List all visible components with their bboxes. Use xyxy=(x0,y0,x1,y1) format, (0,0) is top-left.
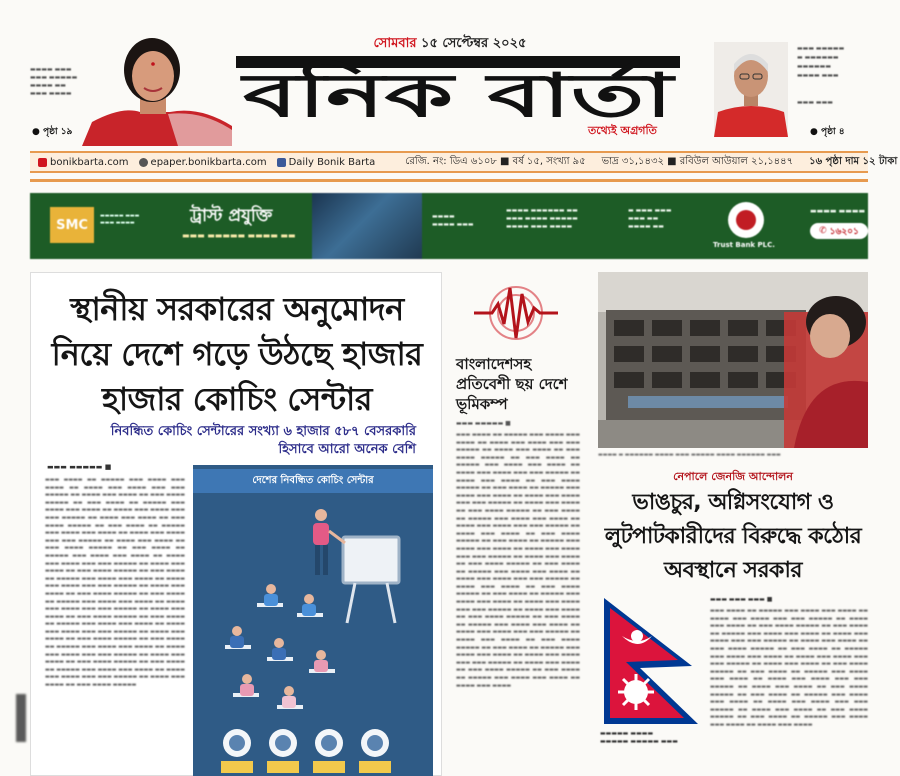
globe-icon xyxy=(139,158,148,167)
ad-brand-title: ট্রাস্ট প্রযুক্তি xyxy=(190,206,273,226)
nepal-headline[interactable]: ভাঙচুর, অগ্নিসংযোগ ও লুটপাটকারীদের বিরুদ্ধে কঠোর অবস্থানে সরকার xyxy=(604,490,862,583)
ad-fine-print: ▬▬▬▬▬ ▬▬▬ ▬▬▬ ▬▬▬▬ xyxy=(100,213,140,226)
left-promo-teaser[interactable]: ▬▬▬▬ ▬▬▬ ▬▬▬ ▬▬▬▬▬ ▬▬▬▬ ▬▬ ▬▬▬ ▬▬▬▬ xyxy=(30,66,78,97)
epaper-link[interactable]: epaper.bonikbarta.com xyxy=(139,157,267,168)
flag-caption: ▬▬▬▬▬ ▬▬▬▬ ▬▬▬▬▬ ▬▬▬▬▬ ▬▬▬ xyxy=(600,730,678,745)
bullet-icon: ● xyxy=(810,127,818,137)
tagline: তথ্যেই অগ্রগতি xyxy=(588,124,657,137)
lead-subhead: নিবন্ধিত কোচিং সেন্টারের সংখ্যা ৬ হাজার ৫৮৭ বেসরকারি হিসাবে আরো অনেক বেশি xyxy=(110,424,416,457)
ad-hotline: ✆ ১৬২০১ xyxy=(810,223,868,239)
logo-wordmark xyxy=(236,48,680,124)
nepal-damaged-building-photo[interactable] xyxy=(598,272,868,448)
facebook-link[interactable]: Daily Bonik Barta xyxy=(277,157,376,168)
masthead-day: সোমবার xyxy=(373,36,417,51)
issue-dates: ভাদ্র ৩১,১৪৩২ ■ রবিউল আউয়াল ২১,১৪৪৭ xyxy=(601,155,794,167)
classroom-illustration xyxy=(193,493,433,776)
vertical-page-label xyxy=(16,694,26,742)
ad-fine-print: ▬▬▬▬ ▬▬▬▬ ▬▬▬ xyxy=(432,213,474,228)
price-info: ১৬ পৃষ্ঠা দাম ১২ টাকা xyxy=(809,155,898,167)
nepal-body-text: ▬▬▬ ▬▬▬▬ ▬▬ ▬▬▬▬▬ ▬▬▬ ▬▬▬▬ ▬▬▬ ▬▬▬▬ ▬▬ ▬▬▬▬ ▬▬▬ ▬▬▬▬ ▬▬▬ ▬▬▬ ▬▬▬▬▬ ▬▬ ▬▬▬▬ ▬▬▬ ▬▬▬▬ ▬▬ ▬▬▬ ▬▬▬▬ ▬▬▬▬▬ ▬▬ ▬▬▬ ▬▬▬▬ ▬▬ ▬▬▬▬▬ ▬▬▬ ▬▬▬▬ ▬▬▬ ▬▬▬▬ ▬▬ ▬▬▬▬ ▬▬▬ ▬▬▬▬ ▬▬▬ ▬▬▬ ▬▬▬▬▬ ▬▬ ▬▬▬▬ ▬▬▬ ▬▬▬▬ ▬▬ ▬▬▬ ▬▬▬▬ ▬▬▬▬▬ ▬▬ ▬▬▬ ▬▬▬▬ ▬▬ ▬▬▬▬▬ ▬▬▬ ▬▬▬▬ ▬▬▬ ▬▬▬▬ ▬▬ ▬▬▬▬ ▬▬▬ ▬▬▬▬ ▬▬▬ ▬▬▬ ▬▬▬▬▬ ▬▬ ▬▬▬▬ ▬▬▬ ▬▬▬▬ ▬▬ ▬▬▬ ▬▬▬▬ ▬▬▬▬▬ ▬▬ ▬▬▬ ▬▬▬▬ ▬▬ ▬▬▬▬▬ ▬▬▬ ▬▬▬▬ ▬▬▬ ▬▬▬▬ ▬▬ ▬▬▬▬ ▬▬▬ ▬▬▬▬ ▬▬▬ ▬▬▬ ▬▬▬▬▬ ▬▬ ▬▬▬▬ ▬▬▬ ▬▬▬▬ ▬▬ ▬▬▬ ▬▬▬▬ ▬▬▬▬▬ ▬▬ ▬▬▬ ▬▬▬▬ ▬▬ ▬▬▬▬▬ ▬▬▬ ▬▬▬▬ ▬▬▬ ▬▬▬▬ ▬▬ ▬▬▬▬ ▬▬▬ ▬▬▬▬ ▬▬▬ ▬▬▬ ▬▬▬▬▬ ▬▬ ▬▬▬▬ ▬▬▬ ▬▬▬▬ ▬▬ ▬▬▬ ▬▬▬▬ ▬▬▬▬▬ ▬▬ ▬▬▬ ▬▬▬▬ ▬▬ ▬▬▬▬▬ ▬▬▬ ▬▬▬▬ ▬▬▬ ▬▬▬▬ ▬▬ ▬▬▬▬ ▬▬▬ ▬▬▬▬ xyxy=(710,608,868,728)
web-icon xyxy=(38,158,47,167)
bullet-icon: ● xyxy=(32,127,40,137)
right-promo-teaser[interactable]: ▬▬▬ ▬▬▬▬▬ ▬ ▬▬▬▬▬▬ ▬▬▬▬▬▬ ▬▬▬▬ ▬▬▬ ▬▬▬ ▬▬▬ xyxy=(797,45,845,106)
photo-caption: ▬▬▬▬ ▬ ▬▬▬▬▬▬ ▬▬▬▬ ▬▬▬ ▬▬▬▬▬ ▬▬▬▬ ▬▬▬▬▬▬ ▬▬▬ xyxy=(598,452,781,458)
woman-portrait-image xyxy=(82,30,232,146)
smc-logo: SMC xyxy=(50,207,94,243)
bank-name: Trust Bank PLC. xyxy=(713,241,775,249)
earthquake-headline[interactable]: বাংলাদেশসহ প্রতিবেশী ছয় দেশে ভূমিকম্প xyxy=(456,355,568,413)
trust-bank-logo-icon xyxy=(728,202,764,238)
svg-text:বনিক বার্তা: বনিক বার্তা xyxy=(243,61,506,124)
left-promo-page-ref[interactable]: ● পৃষ্ঠা ১৯ xyxy=(32,127,73,137)
right-promo-page-ref[interactable]: ● পৃষ্ঠা ৪ xyxy=(810,127,845,137)
right-promo-portrait[interactable] xyxy=(714,42,788,137)
nepal-flag-image xyxy=(600,596,704,726)
left-promo-portrait[interactable] xyxy=(82,30,232,146)
lead-headline[interactable]: স্থানীয় সরকারের অনুমোদন নিয়ে দেশে গড়ে উঠছে হাজার হাজার কোচিং সেন্টার xyxy=(51,290,423,418)
earthquake-body-text: ▬▬▬ ▬▬▬▬ ▬▬ ▬▬▬▬▬ ▬▬▬ ▬▬▬▬ ▬▬▬ ▬▬▬▬ ▬▬ ▬▬▬▬ ▬▬▬ ▬▬▬▬ ▬▬▬ ▬▬▬ ▬▬▬▬▬ ▬▬ ▬▬▬▬ ▬▬▬ ▬▬▬▬ ▬▬ ▬▬▬ ▬▬▬▬ ▬▬▬▬▬ ▬▬ ▬▬▬ ▬▬▬▬ ▬▬ ▬▬▬▬▬ ▬▬▬ ▬▬▬▬ ▬▬▬ ▬▬▬▬ ▬▬ ▬▬▬▬ ▬▬▬ ▬▬▬▬ ▬▬▬ ▬▬▬ ▬▬▬▬▬ ▬▬ ▬▬▬▬ ▬▬▬ ▬▬▬▬ ▬▬ ▬▬▬ ▬▬▬▬ ▬▬▬▬▬ ▬▬ ▬▬▬ ▬▬▬▬ ▬▬ ▬▬▬▬▬ ▬▬▬ ▬▬▬▬ ▬▬▬ ▬▬▬▬ ▬▬ ▬▬▬▬ ▬▬▬ ▬▬▬▬ ▬▬▬ ▬▬▬ ▬▬▬▬▬ ▬▬ ▬▬▬▬ ▬▬▬ ▬▬▬▬ ▬▬ ▬▬▬ ▬▬▬▬ ▬▬▬▬▬ ▬▬ ▬▬▬ ▬▬▬▬ ▬▬ ▬▬▬▬▬ ▬▬▬ ▬▬▬▬ ▬▬▬ ▬▬▬▬ ▬▬ ▬▬▬▬ ▬▬▬ ▬▬▬▬ ▬▬▬ ▬▬▬ ▬▬▬▬▬ ▬▬ ▬▬▬▬ ▬▬▬ ▬▬▬▬ ▬▬ ▬▬▬ ▬▬▬▬ ▬▬▬▬▬ ▬▬ ▬▬▬ ▬▬▬▬ ▬▬ ▬▬▬▬▬ ▬▬▬ ▬▬▬▬ ▬▬▬ ▬▬▬▬ ▬▬ ▬▬▬▬ ▬▬▬ ▬▬▬▬ ▬▬▬ ▬▬▬ ▬▬▬▬▬ ▬▬ ▬▬▬▬ ▬▬▬ ▬▬▬▬ ▬▬ ▬▬▬ ▬▬▬▬ ▬▬▬▬▬ ▬▬ ▬▬▬ ▬▬▬▬ ▬▬ ▬▬▬▬▬ ▬▬▬ ▬▬▬▬ ▬▬▬ ▬▬▬▬ ▬▬ ▬▬▬▬ ▬▬▬ ▬▬▬▬ ▬▬▬ ▬▬▬ ▬▬▬▬▬ ▬▬ ▬▬▬▬ ▬▬▬ ▬▬▬▬ ▬▬ ▬▬▬ ▬▬▬▬ ▬▬▬▬▬ ▬▬ ▬▬▬ ▬▬▬▬ ▬▬ ▬▬▬▬▬ ▬▬▬ ▬▬▬▬ ▬▬▬ ▬▬▬▬ ▬▬ ▬▬▬▬ ▬▬▬ ▬▬▬▬ ▬▬▬ ▬▬▬ ▬▬▬▬▬ ▬▬ ▬▬▬▬ ▬▬▬ ▬▬▬▬ ▬▬ ▬▬▬ ▬▬▬▬ ▬▬▬▬▬ ▬▬ ▬▬▬ ▬▬▬▬ ▬▬ ▬▬▬▬▬ ▬▬▬ ▬▬▬▬ ▬▬▬ ▬▬▬▬ ▬▬ ▬▬▬▬ ▬▬▬ ▬▬▬▬ ▬▬▬ ▬▬▬ ▬▬▬▬▬ ▬▬ ▬▬▬▬ ▬▬▬ ▬▬▬▬ ▬▬ ▬▬▬ ▬▬▬▬ ▬▬▬▬▬ ▬▬ ▬▬▬ ▬▬▬▬ ▬▬ ▬▬▬▬▬ ▬▬▬ ▬▬▬▬ ▬▬▬ ▬▬▬▬ ▬▬ ▬▬▬▬ ▬▬▬ ▬▬▬▬ ▬▬▬ ▬▬▬ ▬▬▬▬▬ ▬▬ ▬▬▬▬ ▬▬▬ ▬▬▬▬ ▬▬ ▬▬▬ ▬▬▬▬ ▬▬▬▬▬ ▬▬ ▬▬▬ ▬▬▬▬ ▬▬ ▬▬▬▬▬ ▬▬▬ ▬▬▬▬ ▬▬▬ ▬▬▬▬ ▬▬ ▬▬▬▬ ▬▬▬ ▬▬▬▬ xyxy=(456,432,580,689)
earthquake-story xyxy=(452,272,584,776)
website-link[interactable]: bonikbarta.com xyxy=(38,157,129,168)
lead-story xyxy=(30,272,442,776)
facebook-icon xyxy=(277,158,286,167)
masthead xyxy=(0,0,900,150)
ad-fine-print: ▬▬▬▬ ▬▬▬▬▬▬ ▬▬ ▬▬▬ ▬▬▬▬ ▬▬▬▬▬ ▬▬▬▬ ▬▬▬ ▬▬▬▬ xyxy=(506,207,578,230)
ad-brand-subtitle: ▬▬▬ ▬▬▬▬▬ ▬▬▬▬ ▬▬ xyxy=(182,231,296,240)
nepal-kicker: নেপালে জেনজি আন্দোলন xyxy=(673,470,793,483)
man-portrait-image xyxy=(714,42,788,137)
newspaper-logo[interactable] xyxy=(236,48,680,124)
phone-icon: ✆ xyxy=(819,226,827,236)
nepal-byline: ▬▬▬ ▬▬▬ ▬▬▬ ■ xyxy=(710,596,773,603)
seismograph-icon xyxy=(474,280,558,346)
ad-fine-print: ▬ ▬▬▬ ▬▬▬ ▬▬▬ ▬▬ ▬▬▬▬ ▬▬ xyxy=(628,207,672,230)
lead-body-text: ▬▬▬ ▬▬▬▬ ▬▬ ▬▬▬▬▬ ▬▬▬ ▬▬▬▬ ▬▬▬ ▬▬▬▬ ▬▬ ▬▬▬▬ ▬▬▬ ▬▬▬▬ ▬▬▬ ▬▬▬ ▬▬▬▬▬ ▬▬ ▬▬▬▬ ▬▬▬ ▬▬▬▬ ▬▬ ▬▬▬ ▬▬▬▬ ▬▬▬▬▬ ▬▬ ▬▬▬ ▬▬▬▬ ▬▬ ▬▬▬▬▬ ▬▬▬ ▬▬▬▬ ▬▬▬ ▬▬▬▬ ▬▬ ▬▬▬▬ ▬▬▬ ▬▬▬▬ ▬▬▬ ▬▬▬ ▬▬▬▬▬ ▬▬ ▬▬▬▬ ▬▬▬ ▬▬▬▬ ▬▬ ▬▬▬ ▬▬▬▬ ▬▬▬▬▬ ▬▬ ▬▬▬ ▬▬▬▬ ▬▬ ▬▬▬▬▬ ▬▬▬ ▬▬▬▬ ▬▬▬ ▬▬▬▬ ▬▬ ▬▬▬▬ ▬▬▬ ▬▬▬▬ ▬▬▬ ▬▬▬ ▬▬▬▬▬ ▬▬ ▬▬▬▬ ▬▬▬ ▬▬▬▬ ▬▬ ▬▬▬ ▬▬▬▬ ▬▬▬▬▬ ▬▬ ▬▬▬ ▬▬▬▬ ▬▬ ▬▬▬▬▬ ▬▬▬ ▬▬▬▬ ▬▬▬ ▬▬▬▬ ▬▬ ▬▬▬▬ ▬▬▬ ▬▬▬▬ ▬▬▬ ▬▬▬ ▬▬▬▬▬ ▬▬ ▬▬▬▬ ▬▬▬ ▬▬▬▬ ▬▬ ▬▬▬ ▬▬▬▬ ▬▬▬▬▬ ▬▬ ▬▬▬ ▬▬▬▬ ▬▬ ▬▬▬▬▬ ▬▬▬ ▬▬▬▬ ▬▬▬ ▬▬▬▬ ▬▬ ▬▬▬▬ ▬▬▬ ▬▬▬▬ ▬▬▬ ▬▬▬ ▬▬▬▬▬ ▬▬ ▬▬▬▬ ▬▬▬ ▬▬▬▬ ▬▬ ▬▬▬ ▬▬▬▬ ▬▬▬▬▬ ▬▬ ▬▬▬ ▬▬▬▬ ▬▬ ▬▬▬▬▬ ▬▬▬ ▬▬▬▬ ▬▬▬ ▬▬▬▬ ▬▬ ▬▬▬▬ ▬▬▬ ▬▬▬▬ ▬▬▬ ▬▬▬ ▬▬▬▬▬ ▬▬ ▬▬▬▬ ▬▬▬ ▬▬▬▬ ▬▬ ▬▬▬ ▬▬▬▬ ▬▬▬▬▬ ▬▬ ▬▬▬ ▬▬▬▬ ▬▬ ▬▬▬▬▬ ▬▬▬ ▬▬▬▬ ▬▬▬ ▬▬▬▬ ▬▬ ▬▬▬▬ ▬▬▬ ▬▬▬▬ ▬▬▬ ▬▬▬ ▬▬▬▬▬ ▬▬ ▬▬▬▬ ▬▬▬ ▬▬▬▬ ▬▬ ▬▬▬ ▬▬▬▬ ▬▬▬▬▬ ▬▬ ▬▬▬ ▬▬▬▬ ▬▬ ▬▬▬▬▬ ▬▬▬ ▬▬▬▬ ▬▬▬ ▬▬▬▬ ▬▬ ▬▬▬▬ ▬▬▬ ▬▬▬▬ ▬▬▬ ▬▬▬ ▬▬▬▬▬ ▬▬ ▬▬▬▬ ▬▬▬ ▬▬▬▬ ▬▬ ▬▬▬ ▬▬▬▬ ▬▬▬▬▬ ▬▬ ▬▬▬ ▬▬▬▬ ▬▬ ▬▬▬▬▬ ▬▬▬ ▬▬▬▬ ▬▬▬ ▬▬▬▬ ▬▬ ▬▬▬▬ ▬▬▬ ▬▬▬▬ ▬▬▬ ▬▬▬ ▬▬▬▬▬ ▬▬ ▬▬▬▬ ▬▬▬ ▬▬▬▬ ▬▬ ▬▬▬ ▬▬▬▬ ▬▬▬▬▬ xyxy=(45,477,185,689)
masthead-date: ১৫ সেপ্টেম্বর ২০২৫ xyxy=(421,36,527,51)
divider xyxy=(30,179,868,182)
trust-bank-ad-banner[interactable] xyxy=(30,193,868,259)
ad-fine-print: ▬▬▬▬ ▬▬▬▬ xyxy=(810,207,866,215)
coaching-infographic[interactable] xyxy=(193,465,433,776)
ad-photo xyxy=(312,193,422,259)
burnt-building-image xyxy=(598,272,868,448)
lead-byline: ▬▬▬ ▬▬▬▬▬ ■ xyxy=(47,463,112,471)
info-bar xyxy=(30,151,898,173)
infographic-title: দেশের নিবন্ধিত কোচিং সেন্টার xyxy=(193,469,433,493)
registration-info: রেজি. নং: ডিএ ৬১০৮ ■ বর্ষ ১৫, সংখ্যা ৯৫ xyxy=(405,155,586,167)
earthquake-byline: ▬▬▬ ▬▬▬▬▬ ■ xyxy=(456,420,511,427)
